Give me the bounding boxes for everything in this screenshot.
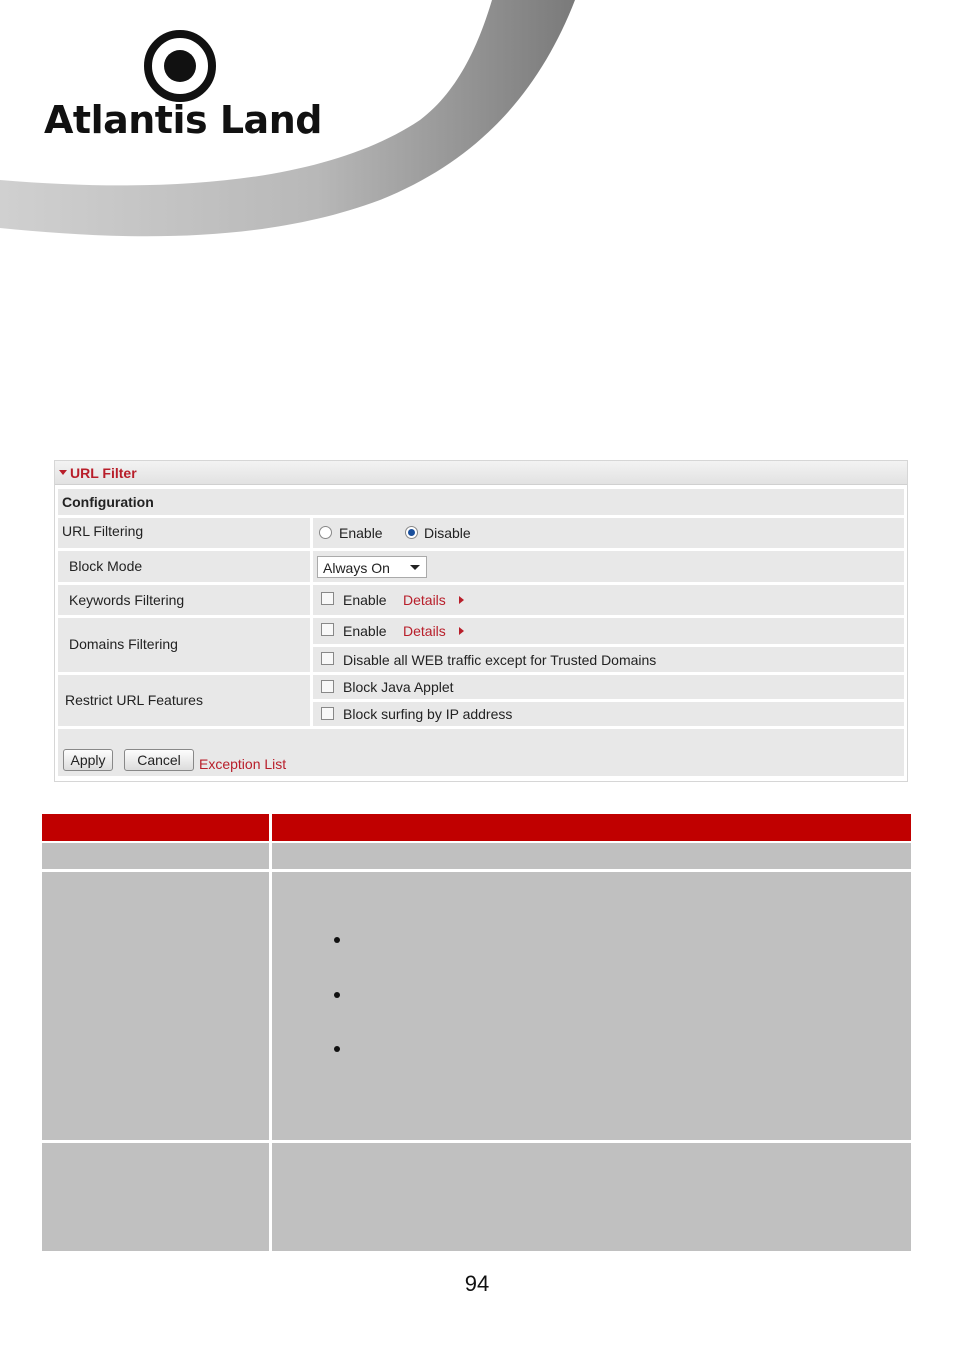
table-row-1-label	[42, 843, 269, 869]
keywords-filtering-value-cell	[313, 585, 904, 615]
block-ip-cell	[313, 702, 904, 726]
restrict-url-label: Restrict URL Features	[65, 692, 203, 708]
domains-filtering-label-cell	[58, 618, 310, 672]
block-mode-value-cell	[313, 551, 904, 582]
panel-header[interactable]	[55, 461, 907, 485]
bullet-icon	[334, 1046, 340, 1052]
details-arrow-icon	[459, 596, 464, 604]
domains-filtering-label: Domains Filtering	[69, 636, 178, 652]
block-ip-label[interactable]: Block surfing by IP address	[343, 706, 513, 722]
trusted-domains-cell	[313, 647, 904, 672]
domains-filtering-value-cell	[313, 618, 904, 644]
trusted-domains-checkbox[interactable]	[321, 652, 334, 665]
keywords-filtering-label-cell	[58, 585, 310, 615]
details-arrow-icon	[459, 627, 464, 635]
section-title: Configuration	[62, 494, 154, 510]
url-filtering-label-cell	[58, 518, 310, 548]
exception-list-link[interactable]: Exception List	[199, 756, 287, 772]
block-java-checkbox[interactable]	[321, 680, 334, 693]
url-filtering-disable-label[interactable]: Disable	[424, 525, 471, 541]
chevron-down-icon	[410, 565, 420, 570]
logo-text: Atlantis Land	[44, 98, 322, 142]
block-mode-label: Block Mode	[69, 558, 143, 574]
bullet-icon	[334, 937, 340, 943]
apply-button[interactable]: Apply	[63, 749, 113, 771]
url-filtering-disable-radio[interactable]	[405, 526, 418, 539]
block-ip-checkbox[interactable]	[321, 707, 334, 720]
keywords-filtering-label: Keywords Filtering	[69, 592, 185, 608]
button-row	[58, 729, 904, 776]
url-filtering-enable-label[interactable]: Enable	[339, 525, 383, 541]
restrict-url-label-cell	[58, 675, 310, 726]
domains-details-link[interactable]: Details	[403, 623, 446, 639]
trusted-domains-label[interactable]: Disable all WEB traffic except for Trusted Domains	[343, 652, 657, 668]
domains-filtering-enable-checkbox[interactable]	[321, 623, 334, 636]
block-java-cell	[313, 675, 904, 699]
block-mode-selected-value: Always On	[323, 560, 390, 576]
table-row-3-label	[42, 1143, 269, 1251]
table-row-2-label	[42, 872, 269, 1140]
keywords-details-link[interactable]: Details	[403, 592, 446, 608]
block-mode-label-cell	[58, 551, 310, 582]
keywords-filtering-enable-label[interactable]: Enable	[343, 592, 387, 608]
url-filter-panel	[54, 460, 908, 782]
url-filtering-value-cell	[313, 518, 904, 548]
cancel-button[interactable]: Cancel	[124, 749, 194, 771]
block-mode-select[interactable]	[317, 556, 427, 578]
domains-filtering-enable-label[interactable]: Enable	[343, 623, 387, 639]
page-number: 94	[464, 1271, 490, 1296]
keywords-filtering-enable-checkbox[interactable]	[321, 592, 334, 605]
table-header-option	[42, 814, 269, 841]
table-header-description	[272, 814, 911, 841]
url-filtering-enable-radio[interactable]	[319, 526, 332, 539]
atlantis-land-logo	[44, 28, 322, 148]
table-row-1-desc	[272, 843, 911, 869]
table-row-3-desc	[272, 1143, 911, 1251]
table-row-2-desc	[272, 872, 911, 1140]
url-filtering-label: URL Filtering	[62, 523, 144, 539]
panel-title: URL Filter	[70, 465, 137, 481]
block-java-label[interactable]: Block Java Applet	[343, 679, 454, 695]
logo-ring-icon	[144, 30, 216, 102]
collapse-triangle-icon	[59, 470, 67, 475]
bullet-icon	[334, 992, 340, 998]
section-configuration	[58, 489, 904, 515]
